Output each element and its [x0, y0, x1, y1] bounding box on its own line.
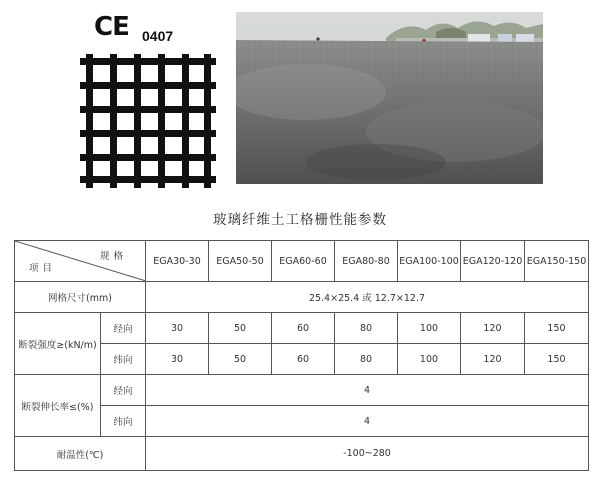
mesh-size-label: 网格尺寸(mm) — [15, 282, 146, 313]
table-header-row — [15, 241, 589, 282]
model-header: EGA50-50 — [209, 241, 272, 282]
model-header: EGA60-60 — [272, 241, 335, 282]
strength-warp-value: 100 — [398, 313, 461, 344]
strength-warp-label: 经向 — [101, 313, 146, 344]
model-header: EGA100-100 — [398, 241, 461, 282]
model-header: EGA30-30 — [146, 241, 209, 282]
table-row-strength-warp — [15, 313, 589, 344]
strength-warp-value: 120 — [461, 313, 525, 344]
product-image — [72, 6, 220, 188]
table-row-strength-weft — [15, 344, 589, 375]
table-row-temperature — [15, 437, 589, 471]
strength-warp-value: 80 — [335, 313, 398, 344]
header-spec-label: 规格 — [99, 251, 127, 262]
header-corner-cell — [15, 241, 146, 282]
strength-warp-value: 150 — [525, 313, 589, 344]
mesh-size-value: 25.4×25.4 或 12.7×12.7 — [146, 282, 589, 313]
model-header: EGA150-150 — [525, 241, 589, 282]
model-header: EGA120-120 — [461, 241, 525, 282]
table-row-mesh-size — [15, 282, 589, 313]
table-row-elongation-warp — [15, 375, 589, 406]
elongation-warp-value: 4 — [146, 375, 589, 406]
geogrid-sample-image — [74, 50, 218, 188]
strength-weft-label: 纬向 — [101, 344, 146, 375]
elongation-weft-value: 4 — [146, 406, 589, 437]
elongation-warp-label: 经向 — [101, 375, 146, 406]
strength-warp-value: 60 — [272, 313, 335, 344]
table-row-elongation-weft — [15, 406, 589, 437]
strength-weft-value: 150 — [525, 344, 589, 375]
temperature-label: 耐温性(℃) — [15, 437, 146, 471]
strength-weft-value: 30 — [146, 344, 209, 375]
header-item-label: 项目 — [29, 263, 57, 274]
elongation-label: 断裂伸长率≤(%) — [15, 375, 101, 437]
strength-weft-value: 80 — [335, 344, 398, 375]
strength-weft-value: 120 — [461, 344, 525, 375]
ce-mark: CE — [94, 12, 129, 42]
parameter-table — [14, 240, 589, 471]
strength-warp-value: 50 — [209, 313, 272, 344]
strength-label: 断裂强度≥(kN/m) — [15, 313, 101, 375]
strength-weft-value: 100 — [398, 344, 461, 375]
page-title: 玻璃纤维土工格栅性能参数 — [213, 212, 387, 228]
elongation-weft-label: 纬向 — [101, 406, 146, 437]
ce-cert-number: 0407 — [142, 28, 174, 44]
temperature-value: -100~280 — [146, 437, 589, 471]
strength-weft-value: 60 — [272, 344, 335, 375]
strength-warp-value: 30 — [146, 313, 209, 344]
model-header: EGA80-80 — [335, 241, 398, 282]
road-construction-photo — [236, 12, 543, 184]
strength-weft-value: 50 — [209, 344, 272, 375]
